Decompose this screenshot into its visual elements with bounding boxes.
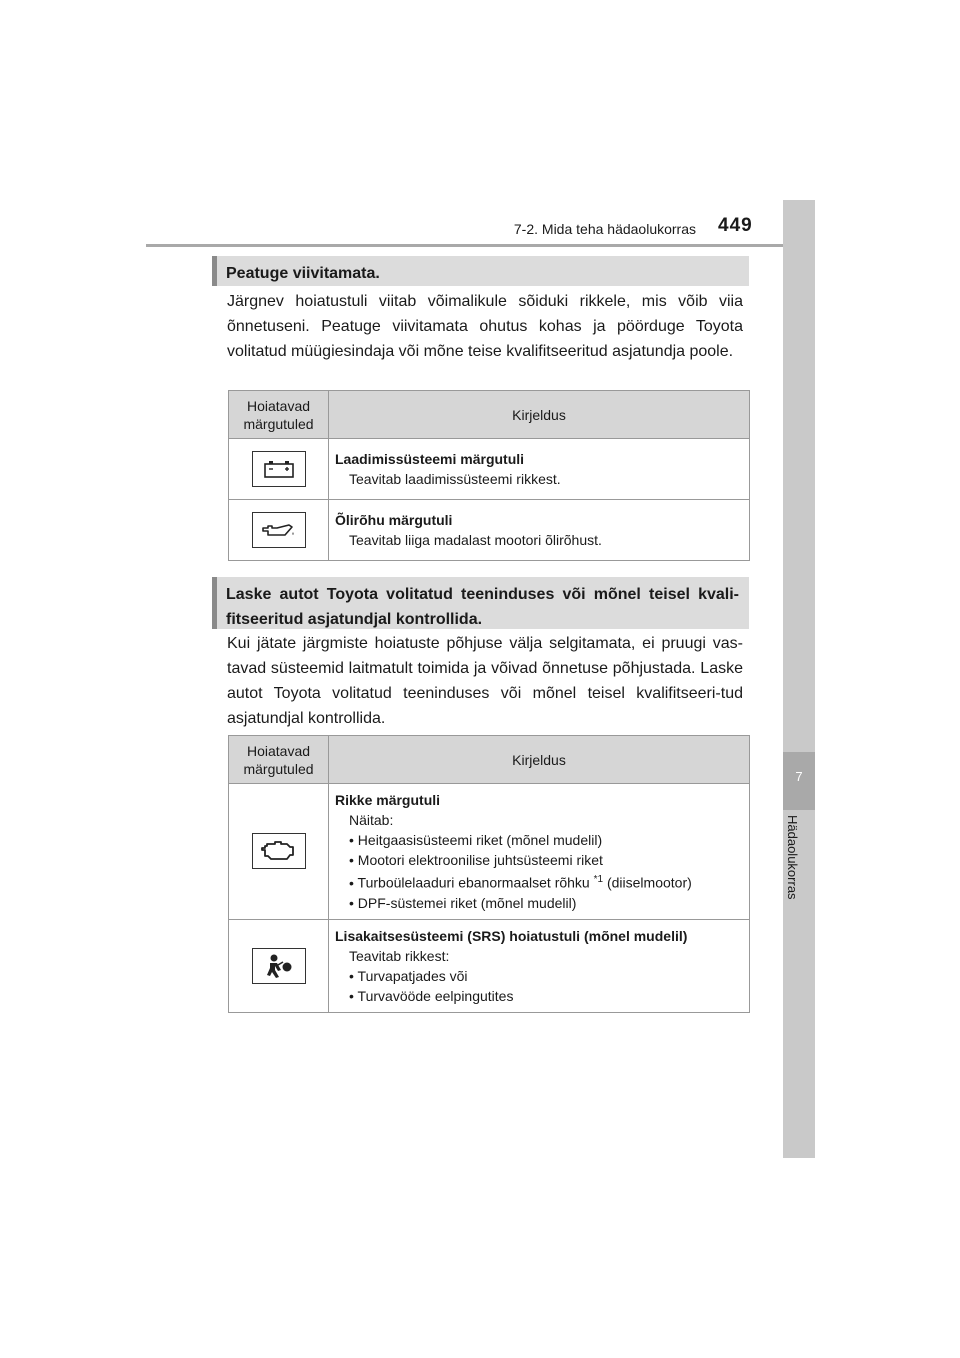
col-header-description: Kirjeldus xyxy=(329,736,750,784)
header-rule xyxy=(146,244,783,247)
list-item: • DPF-süstemei riket (mõnel mudelil) xyxy=(335,893,743,913)
section2-intro: Kui jätate järgmiste hoiatuste põhjuse välja selgitamata, ei pruugi vas-tavad süsteemid laitmatult toimida ja võivad õnnetuse põhjustada. Laske autot Toyota volitatud teeninduses või mõnel teisel kvalifitseeri-tud asjatundjal kontrollida. xyxy=(227,635,743,727)
section1-intro: Järgnev hoiatustuli viitab võimalikule sõiduki rikkele, mis võib viia õnnetuseni. Peatuge viivitamata ohutus kohas ja pöörduge Toyota volitatud müügiesindaja või mõne teise kvalifitseeritud asjatundja poole. xyxy=(227,293,743,360)
oil-can-icon xyxy=(252,512,306,548)
icon-cell xyxy=(229,500,329,561)
icon-cell xyxy=(229,784,329,920)
row-text: Teavitab liiga madalast mootori õlirõhust. xyxy=(349,532,602,548)
col-header-lights: Hoiatavad märgutuled xyxy=(229,391,329,439)
section1-heading-bar xyxy=(212,256,749,286)
section1-table xyxy=(228,390,750,561)
table-row xyxy=(229,500,750,561)
row-title: Õlirõhu märgutuli xyxy=(335,512,453,528)
description-cell xyxy=(329,919,750,1012)
list-item: • Turvavööde eelpingutites xyxy=(335,986,743,1006)
section1-heading: Peatuge viivitamata. xyxy=(226,265,380,282)
col-header-description: Kirjeldus xyxy=(329,391,750,439)
row-text: Näitab: xyxy=(349,812,394,828)
airbag-icon xyxy=(252,948,306,984)
row-text: Teavitab rikkest: xyxy=(349,947,450,964)
list-item: • Mootori elektroonilise juhtsüsteemi riket xyxy=(335,850,743,870)
section2-heading: Laske autot Toyota volitatud teeninduses või mõnel teisel kvali-fitseeritud asjatundjal kontrollida. xyxy=(226,586,739,628)
chapter-label: Hädaolukorras xyxy=(785,815,800,900)
description-cell xyxy=(329,500,750,561)
table-header-row xyxy=(229,736,750,784)
table-row xyxy=(229,919,750,1012)
section2-heading-bar xyxy=(212,577,749,629)
footnote-suffix: (diiselmootor) xyxy=(606,874,692,891)
footnote-mark: *1 xyxy=(593,874,604,885)
table-header-row xyxy=(229,391,750,439)
row-text: Teavitab laadimissüsteemi rikkest. xyxy=(349,471,561,487)
row-title: Rikke märgutuli xyxy=(335,792,441,808)
section-title: 7-2. Mida teha hädaolukorras xyxy=(513,221,696,237)
col-header-lights: Hoiatavad märgutuled xyxy=(229,736,329,784)
description-cell xyxy=(329,784,750,920)
side-strip xyxy=(783,200,815,1158)
icon-cell xyxy=(229,919,329,1012)
description-cell xyxy=(329,439,750,500)
battery-icon xyxy=(252,451,306,487)
table-row xyxy=(229,439,750,500)
icon-cell xyxy=(229,439,329,500)
row-title: Laadimissüsteemi märgutuli xyxy=(335,451,525,467)
list-item-text: Turboülelaaduri ebanormaalset rõhku xyxy=(357,874,590,891)
row-title: Lisakaitsesüsteemi (SRS) hoiatustuli (mõnel mudelil) xyxy=(335,927,688,944)
chapter-number: 7 xyxy=(795,769,803,784)
list-item: • Turvapatjades või xyxy=(335,966,743,986)
page-number: 449 xyxy=(718,215,753,236)
engine-icon xyxy=(252,833,306,869)
section2-table xyxy=(228,735,750,1013)
list-item: • Heitgaasisüsteemi riket (mõnel mudelil) xyxy=(335,830,743,850)
list-item xyxy=(335,870,743,893)
table-row xyxy=(229,784,750,920)
